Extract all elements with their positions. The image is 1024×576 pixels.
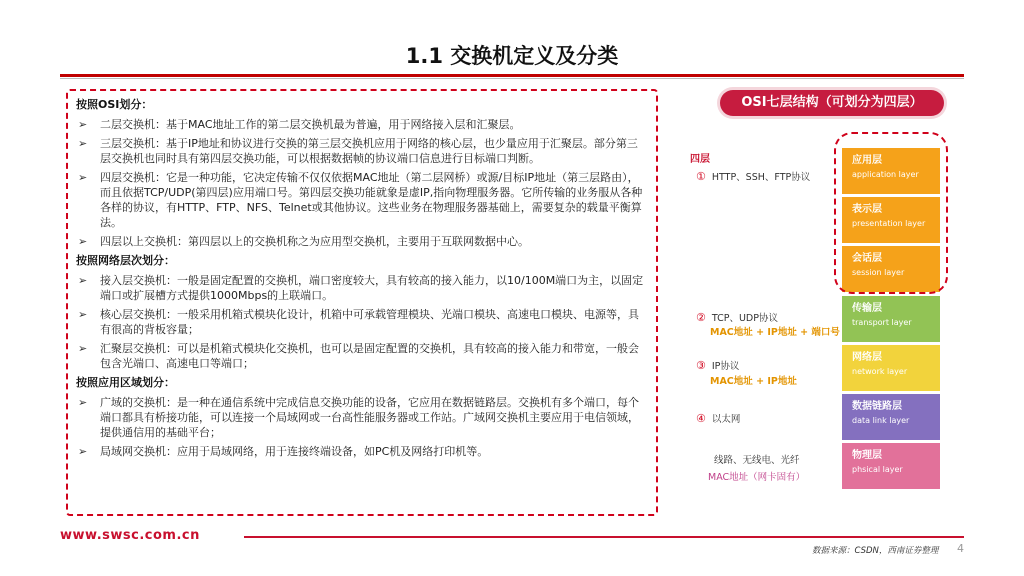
layer-name-en: data link layer: [852, 416, 910, 425]
section-heading-area: 按照应用区域划分：: [76, 376, 175, 389]
arrow-bullet-icon: ➢: [78, 308, 88, 321]
protocol-text: HTTP、SSH、FTP协议: [711, 172, 811, 183]
four-layer-label: 四层: [690, 154, 710, 165]
list-item: [76, 117, 648, 132]
arrow-bullet-icon: ➢: [78, 137, 88, 150]
data-source-note: 数据来源：CSDN，西南证券整理: [812, 546, 939, 556]
protocol-label-4: [696, 411, 740, 425]
layer-name: 会话层: [852, 253, 882, 264]
layer-name-en: network layer: [852, 367, 908, 376]
arrow-bullet-icon: ➢: [78, 342, 88, 355]
layer-network: [842, 345, 940, 391]
list-item-text: 四层以上交换机：第四层以上的交换机称之为应用型交换机，主要用于互联网数据中心。: [100, 235, 529, 248]
classification-text-box: [66, 89, 658, 516]
list-item-text: 二层交换机：基于MAC地址工作的第二层交换机最为普遍，用于网络接入层和汇聚层。: [100, 118, 521, 131]
layer-name-en: transport layer: [852, 318, 912, 327]
protocol-label-3: [696, 358, 739, 372]
list-item: [76, 341, 648, 371]
arrow-bullet-icon: ➢: [78, 274, 88, 287]
footer-website: www.swsc.com.cn: [60, 528, 200, 543]
list-item: [76, 170, 648, 230]
list-item: [76, 307, 648, 337]
layer-name: 物理层: [852, 450, 882, 461]
layer-name: 传输层: [852, 303, 882, 314]
upper-layers-highlight: [834, 132, 948, 294]
title-underline-gray: [60, 78, 964, 79]
list-item-text: 广域的交换机：是一种在通信系统中完成信息交换功能的设备，它应用在数据链路层。交换机有多个端口，每个端口都具有桥接功能，可以连接一个局域网或一台高性能服务器或工作站。广域网交换机主要应用于电信领域，提供通信用的基础平台；: [100, 396, 639, 439]
list-item: [76, 444, 648, 459]
layer-name-en: application layer: [852, 170, 919, 179]
layer-name-en: presentation layer: [852, 219, 926, 228]
number-marker: ③: [696, 359, 706, 372]
address-label-network: MAC地址 + IP地址: [710, 376, 797, 387]
section-heading-osi: 按照OSI划分：: [76, 98, 153, 111]
arrow-bullet-icon: ➢: [78, 118, 88, 131]
protocol-label-2: [696, 310, 778, 324]
list-item-text: 核心层交换机：一般采用机箱式模块化设计，机箱中可承载管理模块、光端口模块、高速电口模块、电源等，具有很高的背板容量；: [100, 308, 639, 336]
list-item-text: 接入层交换机：一般是固定配置的交换机，端口密度较大，具有较高的接入能力，以10/100M端口为主，以固定端口或扩展槽方式提供1000Mbps的上联端口。: [100, 274, 644, 302]
list-item: [76, 273, 648, 303]
section-heading-network: 按照网络层次划分：: [76, 254, 175, 267]
layer-name: 应用层: [852, 155, 882, 166]
layer-data-link: [842, 394, 940, 440]
list-item-text: 四层交换机：它是一种功能，它决定传输不仅仅依据MAC地址（第二层网桥）或源/目标IP地址（第三层路由），而且依据TCP/UDP(第四层)应用端口号。第四层交换功能就象是虚IP,指向物理服务器。它所传输的业务服从各种各样的协议，有HTTP、FTP、NFS、Telnet或其他协议。这些业务在物理服务器基础上，需要复杂的载量平衡算法。: [100, 171, 643, 229]
page-title: 1.1 交换机定义及分类: [405, 44, 619, 68]
list-item: [76, 395, 648, 440]
protocol-label-1: [696, 169, 810, 183]
list-item: [76, 136, 648, 166]
address-label-physical: MAC地址（网卡固有）: [708, 472, 806, 483]
layer-name: 网络层: [852, 352, 882, 363]
address-label-transport: MAC地址 + IP地址 + 端口号: [710, 327, 840, 338]
arrow-bullet-icon: ➢: [78, 445, 88, 458]
number-marker: ④: [696, 412, 706, 425]
number-marker: ②: [696, 311, 706, 324]
footer-divider: [244, 536, 964, 538]
osi-heading-pill: OSI七层结构（可划分为四层）: [720, 90, 944, 116]
layer-name-en: phsical layer: [852, 465, 903, 474]
list-item-text: 局域网交换机：应用于局域网络，用于连接终端设备，如PC机及网络打印机等。: [100, 445, 489, 458]
list-item: [76, 234, 648, 249]
layer-transport: [842, 296, 940, 342]
layer-physical: [842, 443, 940, 489]
protocol-text: TCP、UDP协议: [711, 313, 778, 324]
list-item-text: 三层交换机：基于IP地址和协议进行交换的第三层交换机应用于网络的核心层，也少量应用于汇聚层。部分第三层交换机也同时具有第四层交换功能，可以根据数据帧的协议端口信息进行目标端口判断。: [100, 137, 638, 165]
layer-name: 数据链路层: [852, 401, 902, 412]
physical-media-label: 线路、无线电、光纤: [714, 455, 800, 466]
number-marker: ①: [696, 170, 706, 183]
protocol-text: IP协议: [711, 361, 740, 372]
list-item-text: 汇聚层交换机：可以是机箱式模块化交换机，也可以是固定配置的交换机，具有较高的接入能力和带宽，一般会包含光端口、高速电口等端口；: [100, 342, 639, 370]
arrow-bullet-icon: ➢: [78, 171, 88, 184]
layer-name: 表示层: [852, 204, 882, 215]
arrow-bullet-icon: ➢: [78, 396, 88, 409]
title-underline-red: [60, 74, 964, 77]
layer-name-en: session layer: [852, 268, 905, 277]
arrow-bullet-icon: ➢: [78, 235, 88, 248]
page-number: 4: [957, 542, 964, 555]
protocol-text: 以太网: [711, 414, 741, 425]
